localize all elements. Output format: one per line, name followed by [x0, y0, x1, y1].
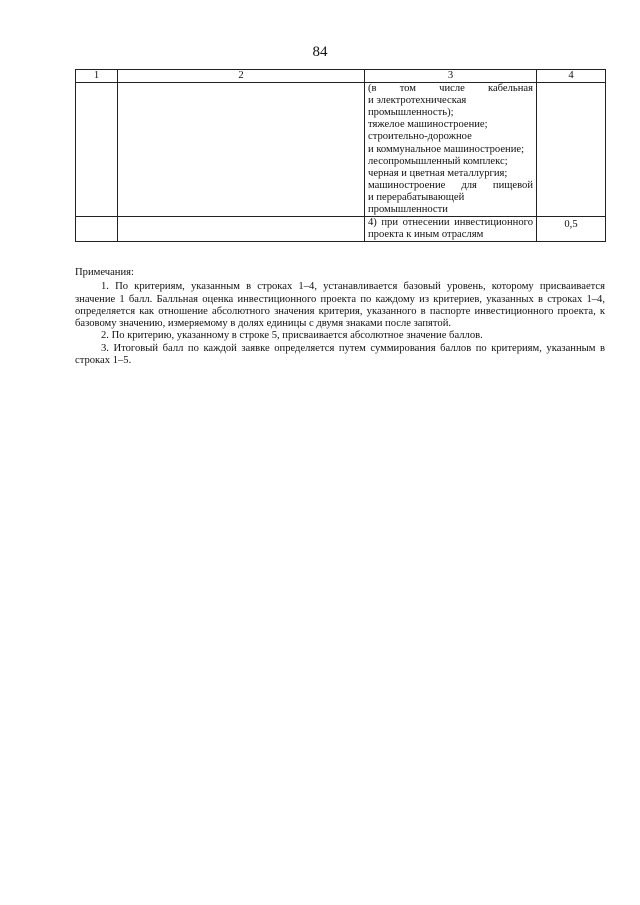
- row-number-cell: [76, 217, 118, 242]
- list-line: и коммунальное машиностроение;: [368, 143, 525, 155]
- page-number: 84: [312, 44, 328, 60]
- score-cell: [537, 83, 606, 217]
- column-header-4: 4: [537, 70, 606, 83]
- list-line: тяжелое машиностроение;: [368, 119, 488, 131]
- list-line: черная и цветная металлургия;: [368, 167, 508, 179]
- table-row: [76, 83, 606, 217]
- criteria-table: [75, 69, 606, 242]
- criterion-cell: [118, 217, 365, 242]
- list-line: лесопромышленный комплекс;: [368, 155, 508, 167]
- notes-title: Примечания:: [75, 267, 134, 278]
- list-line: строительно-дорожное: [368, 131, 472, 143]
- industry-list-cell: [365, 83, 537, 217]
- score-cell: 0,5: [537, 217, 606, 242]
- list-line: машиностроение для пищевой: [368, 179, 533, 191]
- list-line: и перерабатывающей: [368, 191, 465, 203]
- note-item: 1. По критериям, указанным в строках 1–4, устанавливается базовый уровень, которому присваивается значение 1 балл. Балльная оценка инвестиционного проекта по каждому из критериев, указанных в строках 1–4, определяется как отношение абсолютного значения критерия, указанного в паспорте инвестиционного проекта, к базовому значению, измеряемому в долях единицы с двумя знаками после запятой.: [75, 281, 605, 330]
- column-header-2: 2: [118, 70, 365, 83]
- other-industries-cell: [365, 217, 537, 242]
- column-header-1: 1: [76, 70, 118, 83]
- list-line: 4) при отнесении инвестиционного: [368, 217, 533, 229]
- table-header-row: [76, 70, 606, 83]
- list-line: (в том числе кабельная: [368, 83, 533, 95]
- list-line: проекта к иным отраслям: [368, 229, 484, 241]
- list-line: и электротехническая: [368, 95, 467, 107]
- notes-section: [75, 267, 605, 367]
- row-number-cell: [76, 83, 118, 217]
- note-item: 2. По критерию, указанному в строке 5, присваивается абсолютное значение баллов.: [101, 330, 483, 342]
- column-header-3: 3: [365, 70, 537, 83]
- criterion-cell: [118, 83, 365, 217]
- note-item: 3. Итоговый балл по каждой заявке определяется путем суммирования баллов по критериям, указанным в строках 1–5.: [75, 342, 605, 367]
- list-line: промышленность);: [368, 107, 454, 119]
- list-line: промышленности: [368, 204, 448, 216]
- table-row: [76, 217, 606, 242]
